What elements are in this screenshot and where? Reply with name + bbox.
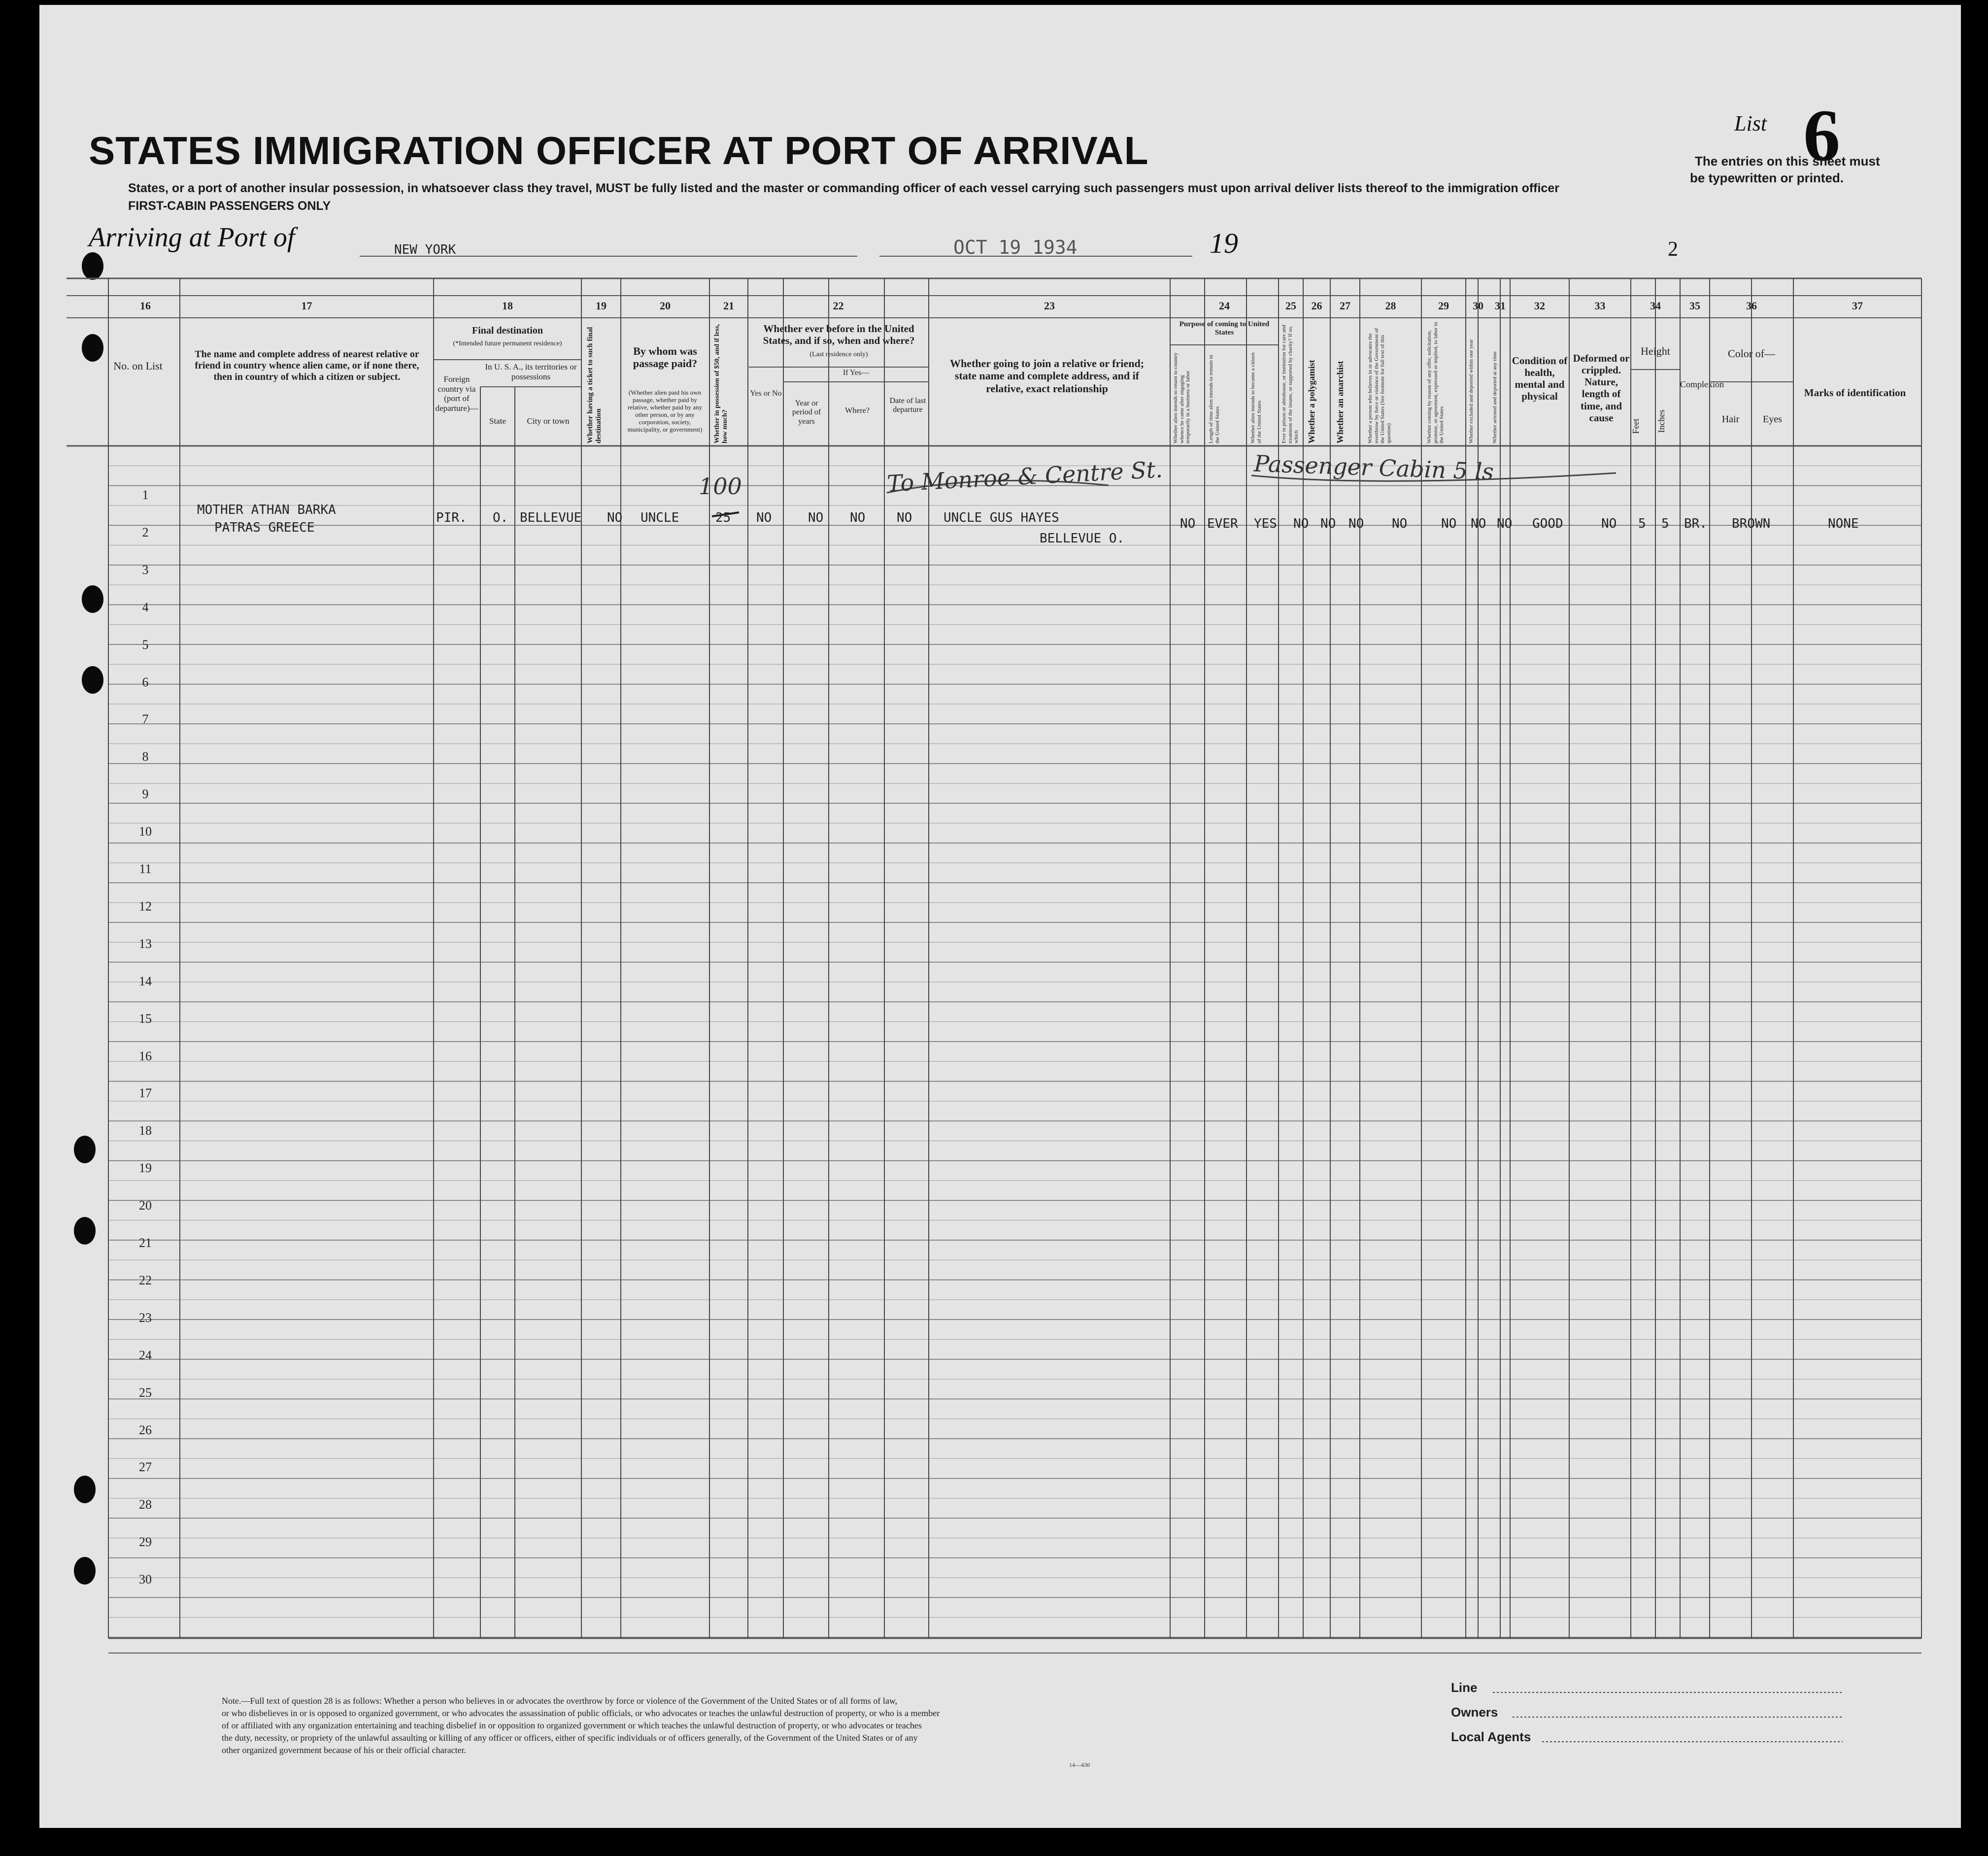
ticket-value: NO	[607, 510, 623, 525]
footnote-line: or who disbelieves in or is opposed to organized government, or who advocates the assassination of public officials, or who advocates or teaches the unlawful destruction of property, or who is a member	[222, 1708, 940, 1718]
typewritten-note-2: be typewritten or printed.	[1690, 170, 1844, 185]
column-number-31: 31	[1495, 300, 1506, 312]
col22-date: Date of last departure	[889, 397, 926, 414]
column-number-34: 34	[1650, 300, 1661, 312]
col17-header: The name and complete address of nearest relative or friend in country whence alien came, or if none there, then in country of which a citizen or subject.	[195, 349, 419, 382]
column-number-24: 24	[1219, 300, 1230, 312]
col34-header: Height	[1641, 345, 1670, 357]
row-number: 3	[142, 562, 149, 577]
prison-value: NO	[1293, 516, 1309, 531]
row-number: 12	[139, 899, 152, 913]
page-number: 2	[1668, 238, 1678, 261]
column-number-26: 26	[1311, 300, 1322, 312]
col24-header: Purpose of coming to United States	[1179, 320, 1270, 337]
row-number: 25	[139, 1385, 152, 1400]
col37-header: Marks of identification	[1804, 387, 1906, 399]
column-number-25: 25	[1285, 300, 1296, 312]
money-handwritten: 100	[699, 473, 742, 500]
list-number: 6	[1803, 95, 1840, 176]
health-value: GOOD	[1532, 516, 1563, 531]
col22-yesno: Yes or No	[750, 389, 782, 398]
column-number-19: 19	[596, 300, 607, 312]
city-value: BELLEVUE	[520, 510, 582, 525]
row-number: 5	[142, 637, 149, 652]
row-number: 10	[139, 824, 152, 839]
inches-value: 5	[1661, 516, 1669, 531]
column-number-22: 22	[833, 300, 844, 312]
column-number-37: 37	[1852, 300, 1863, 312]
paid-by-value: UNCLE	[640, 510, 679, 525]
col20-note: (Whether alien paid his own passage, whether paid by relative, whether paid by any other person, or by any corporation, society, municipality, or government)	[627, 389, 703, 433]
row-number: 7	[142, 712, 149, 727]
column-number-33: 33	[1594, 300, 1606, 312]
column-number-30: 30	[1473, 300, 1483, 312]
port-value: NEW YORK	[394, 242, 456, 257]
column-number-20: 20	[660, 300, 671, 312]
col35-header: Complexion	[1680, 379, 1724, 389]
col34-feet: Feet	[1631, 418, 1641, 434]
row-number: 21	[139, 1236, 152, 1250]
row-number: 30	[139, 1572, 152, 1587]
column-number-29: 29	[1438, 300, 1449, 312]
row-number: 22	[139, 1273, 152, 1287]
row-number: 20	[139, 1198, 152, 1213]
col21-header: Whether in possession of $50, and if less, how much?	[713, 324, 729, 443]
row-number: 2	[142, 525, 149, 540]
col26-header: Whether a polygamist	[1307, 360, 1316, 443]
column-number-23: 23	[1044, 300, 1055, 312]
col24-subheader: Whether alien intends to become a citizen of the United States	[1250, 352, 1262, 443]
passenger-handwritten-note: Passenger Cabin 5 ls	[1253, 450, 1494, 485]
row-number: 16	[139, 1048, 152, 1063]
row-number: 11	[139, 862, 152, 876]
col29-header: Whether coming by reason of any offer, solicitation, promise, or agreement, expressed or implied, to labor in the United States	[1426, 322, 1445, 443]
join-handwritten: To Monroe & Centre St.	[886, 456, 1163, 497]
anarchist-value: NO	[1348, 516, 1364, 531]
form-title: STATES IMMIGRATION OFFICER AT PORT OF ARRIVAL	[89, 129, 1149, 172]
hair-value: BROWN	[1732, 516, 1771, 531]
year-prefix: 19	[1210, 227, 1238, 259]
column-number-18: 18	[502, 300, 513, 312]
col23-header: Whether going to join a relative or friend; state name and complete address, and if relative, exact relationship	[949, 357, 1145, 395]
col18-state: State	[489, 416, 506, 426]
row-number: 28	[139, 1497, 152, 1512]
line-label: Line	[1451, 1680, 1478, 1695]
col27-header: Whether an anarchist	[1335, 361, 1345, 443]
col18-city: City or town	[527, 416, 570, 426]
deformed-value: NO	[1601, 516, 1617, 531]
footnote-line: Note.—Full text of question 28 is as follows: Whether a person who believes in or advocates the overthrow by force or violence of the Government of the United States or of all forms of law,	[222, 1696, 898, 1706]
before-yes-no: NO	[756, 510, 772, 525]
row-number: 1	[142, 488, 149, 502]
purpose-return: NO	[1180, 516, 1196, 531]
arrested-value: NO	[1497, 516, 1513, 531]
row-number: 17	[139, 1086, 152, 1101]
col20-header: By whom was passage paid?	[633, 345, 698, 370]
before-date: NO	[897, 510, 912, 525]
col18-note: (*Intended future permanent residence)	[453, 340, 562, 347]
row-number: 9	[142, 787, 149, 802]
row-number: 27	[139, 1460, 152, 1475]
col22-note: (Last residence only)	[809, 351, 868, 358]
footnote-line: of or affiliated with any organization entertaining and teaching disbelief in or opposition to organized government or which teaches the unlawful destruction of property, or who advocates or teaches	[222, 1721, 922, 1730]
column-number-16: 16	[140, 300, 151, 312]
local-agents-label: Local Agents	[1451, 1729, 1531, 1744]
purpose-citizen: YES	[1254, 516, 1277, 531]
col22-where: Where?	[845, 406, 870, 415]
col19-header: Whether having a ticket to such final destination	[586, 327, 603, 443]
form-number: 14—430	[1069, 1761, 1090, 1768]
col36-hair: Hair	[1721, 414, 1740, 425]
before-years: NO	[808, 510, 824, 525]
row-number: 14	[139, 974, 152, 988]
typewritten-note-1: The entries on this sheet must	[1695, 154, 1880, 169]
footnote-line: the duty, necessity, or propriety of the unlawful assaulting or killing of any officer or officers, either of specific individuals or of officers generally, of the Government of the United States or of any	[222, 1733, 918, 1743]
owners-label: Owners	[1451, 1705, 1498, 1720]
footnote-line: other organized government because of his or their official character.	[222, 1745, 467, 1755]
row-number: 8	[142, 749, 149, 764]
purpose-length: EVER	[1207, 516, 1238, 531]
class-line: FIRST-CABIN PASSENGERS ONLY	[128, 199, 331, 213]
col31-header: Whether arrested and deported at any time	[1492, 351, 1498, 443]
excluded-value: NO	[1471, 516, 1486, 531]
row-number: 6	[142, 675, 149, 689]
labor-offer-value: NO	[1441, 516, 1457, 531]
row-number: 13	[139, 936, 152, 951]
column-number-35: 35	[1689, 300, 1700, 312]
col30-header: Whether excluded and deported within one year	[1468, 339, 1474, 443]
col18-foreign: Foreign country via (port of departure)—	[435, 374, 478, 413]
join-line2: BELLEVUE O.	[1040, 531, 1125, 546]
column-number-36: 36	[1746, 300, 1757, 312]
row-number: 23	[139, 1310, 152, 1325]
col22-header: Whether ever before in the United States, and if so, when and where?	[763, 323, 915, 347]
polygamist-value: NO	[1320, 516, 1336, 531]
instruction-line: States, or a port of another insular possession, in whatsoever class they travel, MUST be fully listed and the master or commanding officer of each vessel carrying such passengers must upon arrival deliver lists thereof to the immigration officer	[128, 181, 1559, 195]
column-number-28: 28	[1385, 300, 1396, 312]
col32-header: Condition of health, mental and physical	[1512, 355, 1568, 403]
date-stamp: OCT 19 1934	[953, 236, 1078, 258]
col25-header: Ever in prison or almshouse, or institution for care and treatment of the insane, or supported by charity? If so, which	[1281, 325, 1300, 443]
col28-header: Whether a person who believes in or advocates the overthrow by force or violence of the Government of the United States (See footnote for full text of this question)	[1367, 328, 1392, 443]
relative-line2: PATRAS GREECE	[214, 520, 315, 535]
overthrow-value: NO	[1392, 516, 1408, 531]
row-number: 19	[139, 1161, 152, 1176]
money-struck: 25	[715, 510, 731, 525]
col34-inches: Inches	[1656, 409, 1666, 433]
port-label: Arriving at Port of	[89, 222, 295, 253]
complexion-value: BR.	[1684, 516, 1707, 531]
row-number: 18	[139, 1123, 152, 1138]
col36-eyes: Eyes	[1763, 414, 1782, 425]
row-number: 26	[139, 1422, 152, 1437]
column-number-32: 32	[1534, 300, 1545, 312]
row-number: 4	[142, 600, 149, 614]
join-line1: UNCLE GUS HAYES	[943, 510, 1059, 525]
col16-header: No. on List	[113, 360, 163, 372]
column-number-17: 17	[301, 300, 312, 312]
col24-subheader: Length of time alien intends to remain in the United States	[1208, 355, 1220, 443]
state-value: O.	[493, 510, 508, 525]
col18-usa: In U. S. A., its territories or possessions	[485, 362, 577, 381]
footnote	[222, 1695, 940, 1756]
col22-years: Year or period of years	[792, 399, 821, 426]
col36-header: Color of—	[1728, 347, 1775, 360]
column-number-21: 21	[723, 300, 734, 312]
list-label: List	[1734, 111, 1767, 135]
column-number-27: 27	[1340, 300, 1350, 312]
row-number: 24	[139, 1348, 152, 1362]
feet-value: 5	[1638, 516, 1646, 531]
col24-subheader: Whether alien intends to return to country whence he came after engaging temporarily in a business or labor	[1173, 352, 1191, 443]
col18-header: Final destination	[472, 325, 543, 336]
row-number: 29	[139, 1535, 152, 1550]
foreign-port: PIR.	[436, 510, 467, 525]
row-number: 15	[139, 1011, 152, 1026]
col22-ifyes: If Yes—	[842, 369, 870, 377]
relative-line1: MOTHER ATHAN BARKA	[197, 503, 336, 517]
col33-header: Deformed or crippled. Nature, length of time, and cause	[1573, 352, 1630, 424]
marks-value: NONE	[1828, 516, 1859, 531]
before-where: NO	[850, 510, 866, 525]
